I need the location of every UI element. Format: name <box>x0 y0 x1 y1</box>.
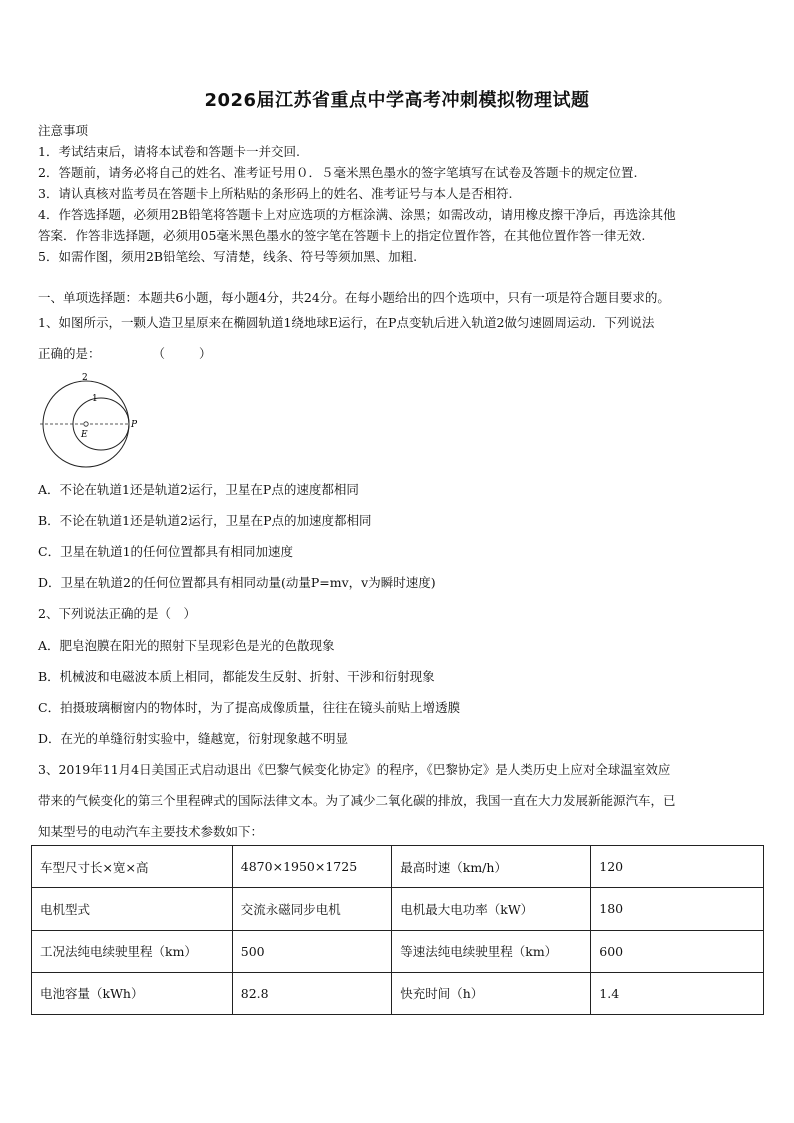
section-heading: 一、单项选择题：本题共6小题，每小题4分，共24分。在每小题给出的四个选项中，只有一项是符合题目要求的。 <box>38 290 670 305</box>
question-stem: 2、下列说法正确的是（ ） <box>38 606 196 621</box>
table-cell: 最高时速（km/h） <box>392 846 591 888</box>
question-stem: 3、2019年11月4日美国正式启动退出《巴黎气候变化协定》的程序，《巴黎协定》是人类历史上应对全球温室效应 <box>38 762 671 777</box>
earth-icon <box>84 422 88 426</box>
notice-item: 4．作答选择题，必须用2B铅笔将答题卡上对应选项的方框涂满、涂黑；如需改动，请用橡皮擦干净后，再选涂其他 <box>38 207 676 222</box>
notice-heading: 注意事项 <box>38 123 89 138</box>
question-stem: 带来的气候变化的第三个里程碑式的国际法律文本。为了减少二氧化碳的排放，我国一直在大力发展新能源汽车，已 <box>38 793 676 808</box>
table-cell: 车型尺寸长×宽×高 <box>32 846 233 888</box>
table-row <box>32 972 764 1014</box>
table-cell: 4870×1950×1725 <box>232 846 391 888</box>
option-a: A．肥皂泡膜在阳光的照射下呈现彩色是光的色散现象 <box>38 638 335 653</box>
label-orbit-1: 1 <box>92 394 98 404</box>
spec-table <box>31 845 764 1015</box>
notice-item: 5．如需作图，须用2B铅笔绘、写清楚，线条、符号等须加黑、加粗. <box>38 249 418 264</box>
table-cell: 500 <box>232 930 391 972</box>
notice-item: 2．答题前，请务必将自己的姓名、准考证号用０．５毫米黑色墨水的签字笔填写在试卷及答题卡的规定位置. <box>38 165 638 180</box>
option-c: C．拍摄玻璃橱窗内的物体时，为了提高成像质量，往往在镜头前贴上增透膜 <box>38 700 461 715</box>
notice-item: 3．请认真核对监考员在答题卡上所粘贴的条形码上的姓名、准考证号与本人是否相符. <box>38 186 513 201</box>
table-row <box>32 930 764 972</box>
table-cell: 工况法纯电续驶里程（km） <box>32 930 233 972</box>
option-d: D．在光的单缝衍射实验中，缝越宽，衍射现象越不明显 <box>38 731 349 746</box>
table-cell: 等速法纯电续驶里程（km） <box>392 930 591 972</box>
label-orbit-2: 2 <box>82 373 88 383</box>
question-stem: 知某型号的电动汽车主要技术参数如下： <box>38 824 264 839</box>
table-cell: 快充时间（h） <box>392 972 591 1014</box>
orbit-diagram <box>36 368 146 470</box>
question-stem-text: 正确的是： <box>38 346 101 361</box>
table-cell: 1.4 <box>591 972 764 1014</box>
question-stem <box>38 344 212 362</box>
table-cell: 82.8 <box>232 972 391 1014</box>
page-title: 2026届江苏省重点中学高考冲刺模拟物理试题 <box>204 90 590 111</box>
label-earth: E <box>81 430 88 440</box>
option-b: B．不论在轨道1还是轨道2运行，卫星在P点的加速度都相同 <box>38 513 372 528</box>
table-row <box>32 846 764 888</box>
answer-paren-open: （ <box>152 346 166 361</box>
table-cell: 180 <box>591 888 764 930</box>
table-cell: 交流永磁同步电机 <box>232 888 391 930</box>
table-cell: 600 <box>591 930 764 972</box>
label-point-p: P <box>131 420 138 430</box>
table-cell: 电机型式 <box>32 888 233 930</box>
table-cell: 电池容量（kWh） <box>32 972 233 1014</box>
table-row <box>32 888 764 930</box>
table-cell: 电机最大电功率（kW） <box>392 888 591 930</box>
table-cell: 120 <box>591 846 764 888</box>
answer-paren-close: ） <box>199 346 212 361</box>
option-a: A．不论在轨道1还是轨道2运行，卫星在P点的速度都相同 <box>38 482 359 497</box>
option-b: B．机械波和电磁波本质上相同，都能发生反射、折射、干涉和衍射现象 <box>38 669 435 684</box>
question-stem: 1、如图所示，一颗人造卫星原来在椭圆轨道1绕地球E运行，在P点变轨后进入轨道2做匀速圆周运动．下列说法 <box>38 315 655 330</box>
notice-item: 答案．作答非选择题，必须用05毫米黑色墨水的签字笔在答题卡上的指定位置作答，在其他位置作答一律无效. <box>38 228 646 243</box>
option-d: D．卫星在轨道2的任何位置都具有相同动量(动量P=mv，v为瞬时速度) <box>38 575 436 590</box>
notice-item: 1．考试结束后，请将本试卷和答题卡一并交回. <box>38 144 300 159</box>
option-c: C．卫星在轨道1的任何位置都具有相同加速度 <box>38 544 294 559</box>
